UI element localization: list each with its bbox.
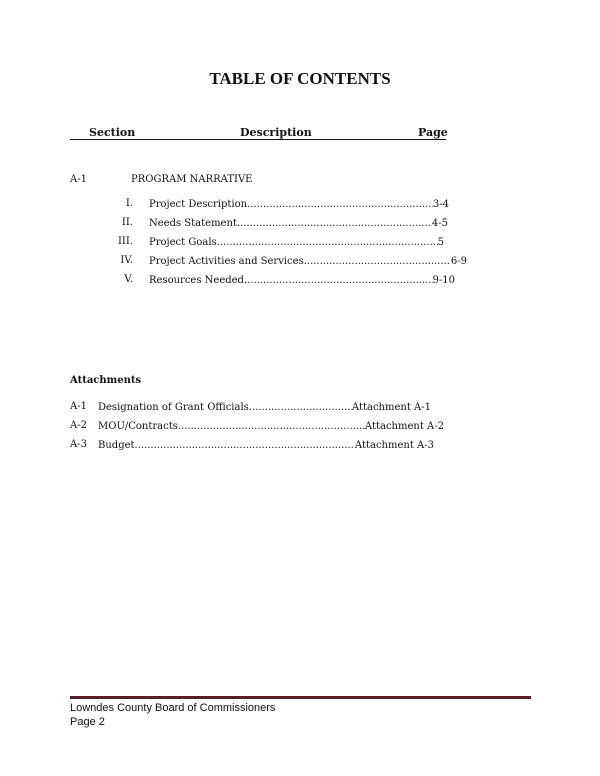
toc-item-label: Project Goals — [149, 237, 217, 248]
toc-item-page: 9-10 — [432, 275, 455, 286]
toc-item[interactable] — [149, 217, 448, 230]
dot-leader — [304, 255, 451, 268]
toc-item[interactable] — [149, 198, 449, 211]
dot-leader — [247, 198, 433, 211]
attachment-item[interactable] — [98, 401, 431, 414]
dot-leader — [178, 420, 365, 433]
toc-item[interactable] — [149, 274, 455, 287]
attachments-heading: Attachments — [70, 375, 142, 386]
attachment-code: A-1 — [70, 401, 87, 412]
footer-org: Lowndes County Board of Commissioners — [70, 702, 276, 714]
column-header-description: Description — [240, 126, 312, 139]
attachment-label: MOU/Contracts — [98, 421, 178, 432]
attachment-item[interactable] — [98, 439, 434, 452]
toc-item[interactable] — [149, 255, 467, 268]
attachment-label: Designation of Grant Officials — [98, 402, 249, 413]
toc-item-label: Resources Needed — [149, 275, 244, 286]
attachment-page: Attachment A-3 — [354, 440, 434, 451]
attachment-item[interactable] — [98, 420, 444, 433]
group-code: A-1 — [70, 174, 87, 185]
toc-item-page: 6-9 — [450, 256, 467, 267]
column-header-page: Page — [418, 126, 448, 139]
dot-leader — [237, 217, 432, 230]
attachment-label: Budget — [98, 440, 135, 451]
toc-item-page: 4-5 — [431, 218, 448, 229]
footer-page-number: Page 2 — [70, 716, 105, 728]
toc-item-number: IV. — [120, 255, 133, 266]
toc-item-label: Project Activities and Services — [149, 256, 304, 267]
toc-item-number: V. — [124, 274, 133, 285]
attachment-page: Attachment A-1 — [351, 402, 431, 413]
footer-divider — [70, 696, 531, 699]
dot-leader — [244, 274, 433, 287]
toc-item-label: Project Description — [149, 199, 248, 210]
page-title: TABLE OF CONTENTS — [209, 69, 391, 88]
group-title: PROGRAM NARRATIVE — [131, 174, 253, 185]
dot-leader — [135, 439, 355, 452]
header-underline — [70, 139, 446, 140]
column-header-section: Section — [89, 126, 136, 139]
toc-item-label: Needs Statement — [149, 218, 237, 229]
attachment-page: Attachment A-2 — [364, 421, 444, 432]
attachment-code: A-2 — [70, 420, 87, 431]
toc-item-page: 3-4 — [432, 199, 449, 210]
toc-item[interactable] — [149, 236, 444, 249]
toc-item-page: 5 — [437, 237, 444, 248]
toc-item-number: II. — [121, 217, 133, 228]
toc-item-number: I. — [125, 198, 133, 209]
dot-leader — [249, 401, 352, 414]
dot-leader — [217, 236, 438, 249]
attachment-code: A-3 — [70, 439, 87, 450]
toc-item-number: III. — [117, 236, 133, 247]
